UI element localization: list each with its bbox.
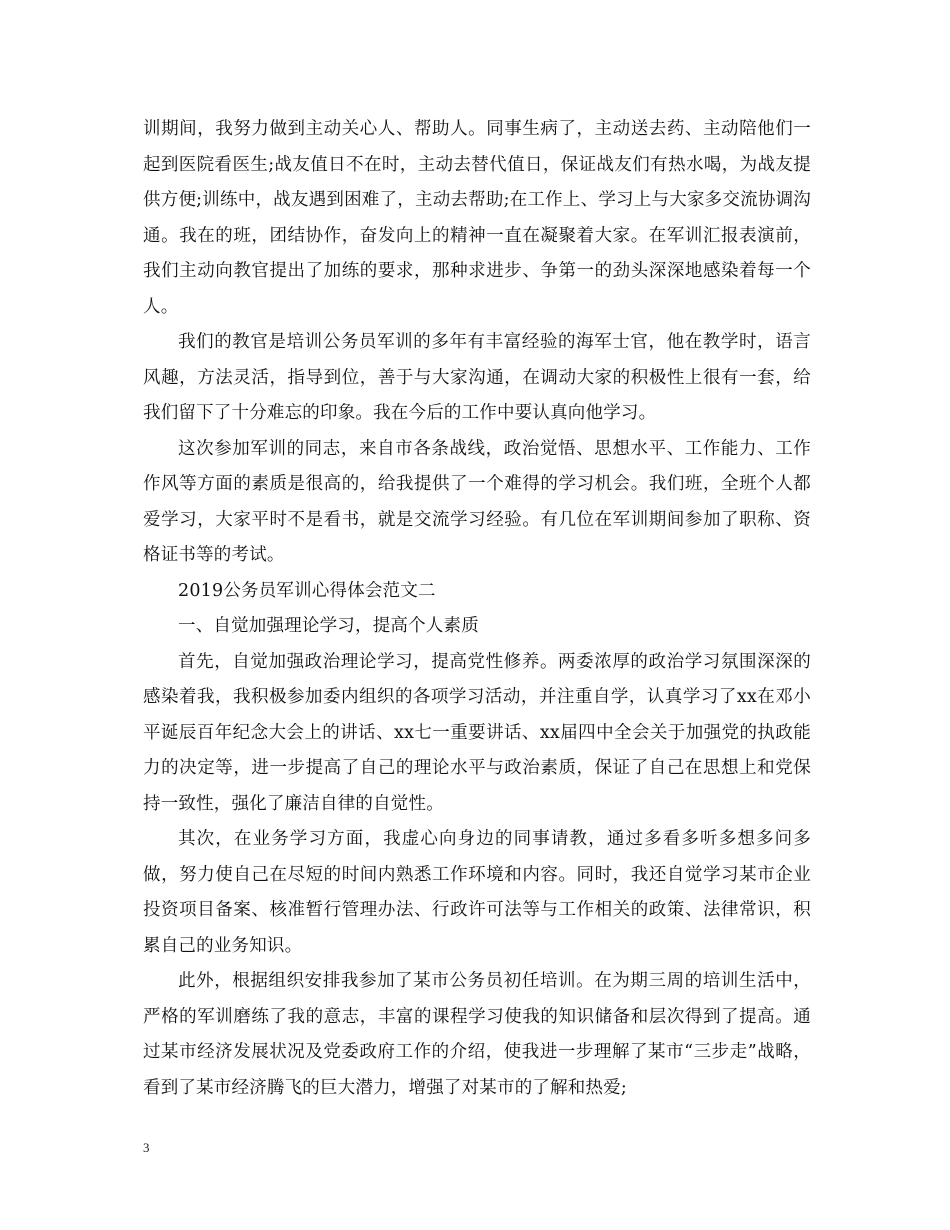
- section-heading: 2019公务员军训心得体会范文二: [178, 580, 436, 601]
- paragraph-comrades: 这次参加军训的同志，来自市各条战线，政治觉悟、思想水平、工作能力、工作作风等方面的素质是很高的，给我提供了一个难得的学习机会。我们班，全班个人都爱学习，大家平时不是看书，就是交流学习经验。有几位在军训期间参加了职称、资格证书等的考试。: [143, 438, 811, 565]
- paragraph-first: 首先，自觉加强政治理论学习，提高党性修养。两委浓厚的政治学习氛围深深的感染着我，我积极参加委内组织的各项学习活动，并注重自学，认真学习了xx在邓小平诞辰百年纪念大会上的讲话、xx七一重要讲话、xx届四中全会关于加强党的执政能力的决定等，进一步提高了自己的理论水平与政治素质，保证了自己在思想上和党保持一致性，强化了廉洁自律的自觉性。: [143, 651, 811, 814]
- paragraph-furthermore: 此外，根据组织安排我参加了某市公务员初任培训。在为期三周的培训生活中，严格的军训磨练了我的意志，丰富的课程学习使我的知识储备和层次得到了提高。通过某市经济发展状况及党委政府工作的介绍，使我进一步理解了某市“三步走”战略，看到了某市经济腾飞的巨大潜力，增强了对某市的了解和热爱;: [143, 971, 811, 1098]
- paragraph-instructor: 我们的教官是培训公务员军训的多年有丰富经验的海军士官，他在教学时，语言风趣，方法灵活，指导到位，善于与大家沟通，在调动大家的积极性上很有一套，给我们留下了十分难忘的印象。我在今后的工作中要认真向他学习。: [143, 332, 811, 423]
- paragraph-continuation: 训期间，我努力做到主动关心人、帮助人。同事生病了，主动送去药、主动陪他们一起到医院看医生;战友值日不在时，主动去替代值日，保证战友们有热水喝，为战友提供方便;训练中，战友遇到困难了，主动去帮助;在工作上、学习上与大家多交流协调沟通。我在的班，团结协作，奋发向上的精神一直在凝聚着大家。在军训汇报表演前，我们主动向教官提出了加练的要求，那种求进步、争第一的劲头深深地感染着每一个人。: [143, 119, 811, 317]
- page-number: 3: [143, 1140, 150, 1155]
- paragraph-second: 其次，在业务学习方面，我虚心向身边的同事请教，通过多看多听多想多问多做，努力使自己在尽短的时间内熟悉工作环境和内容。同时，我还自觉学习某市企业投资项目备案、核准暂行管理办法、行政许可法等与工作相关的政策、法律常识，积累自己的业务知识。: [143, 829, 811, 956]
- document-body: [143, 112, 811, 1106]
- subsection-heading: 一、自觉加强理论学习，提高个人素质: [178, 616, 479, 636]
